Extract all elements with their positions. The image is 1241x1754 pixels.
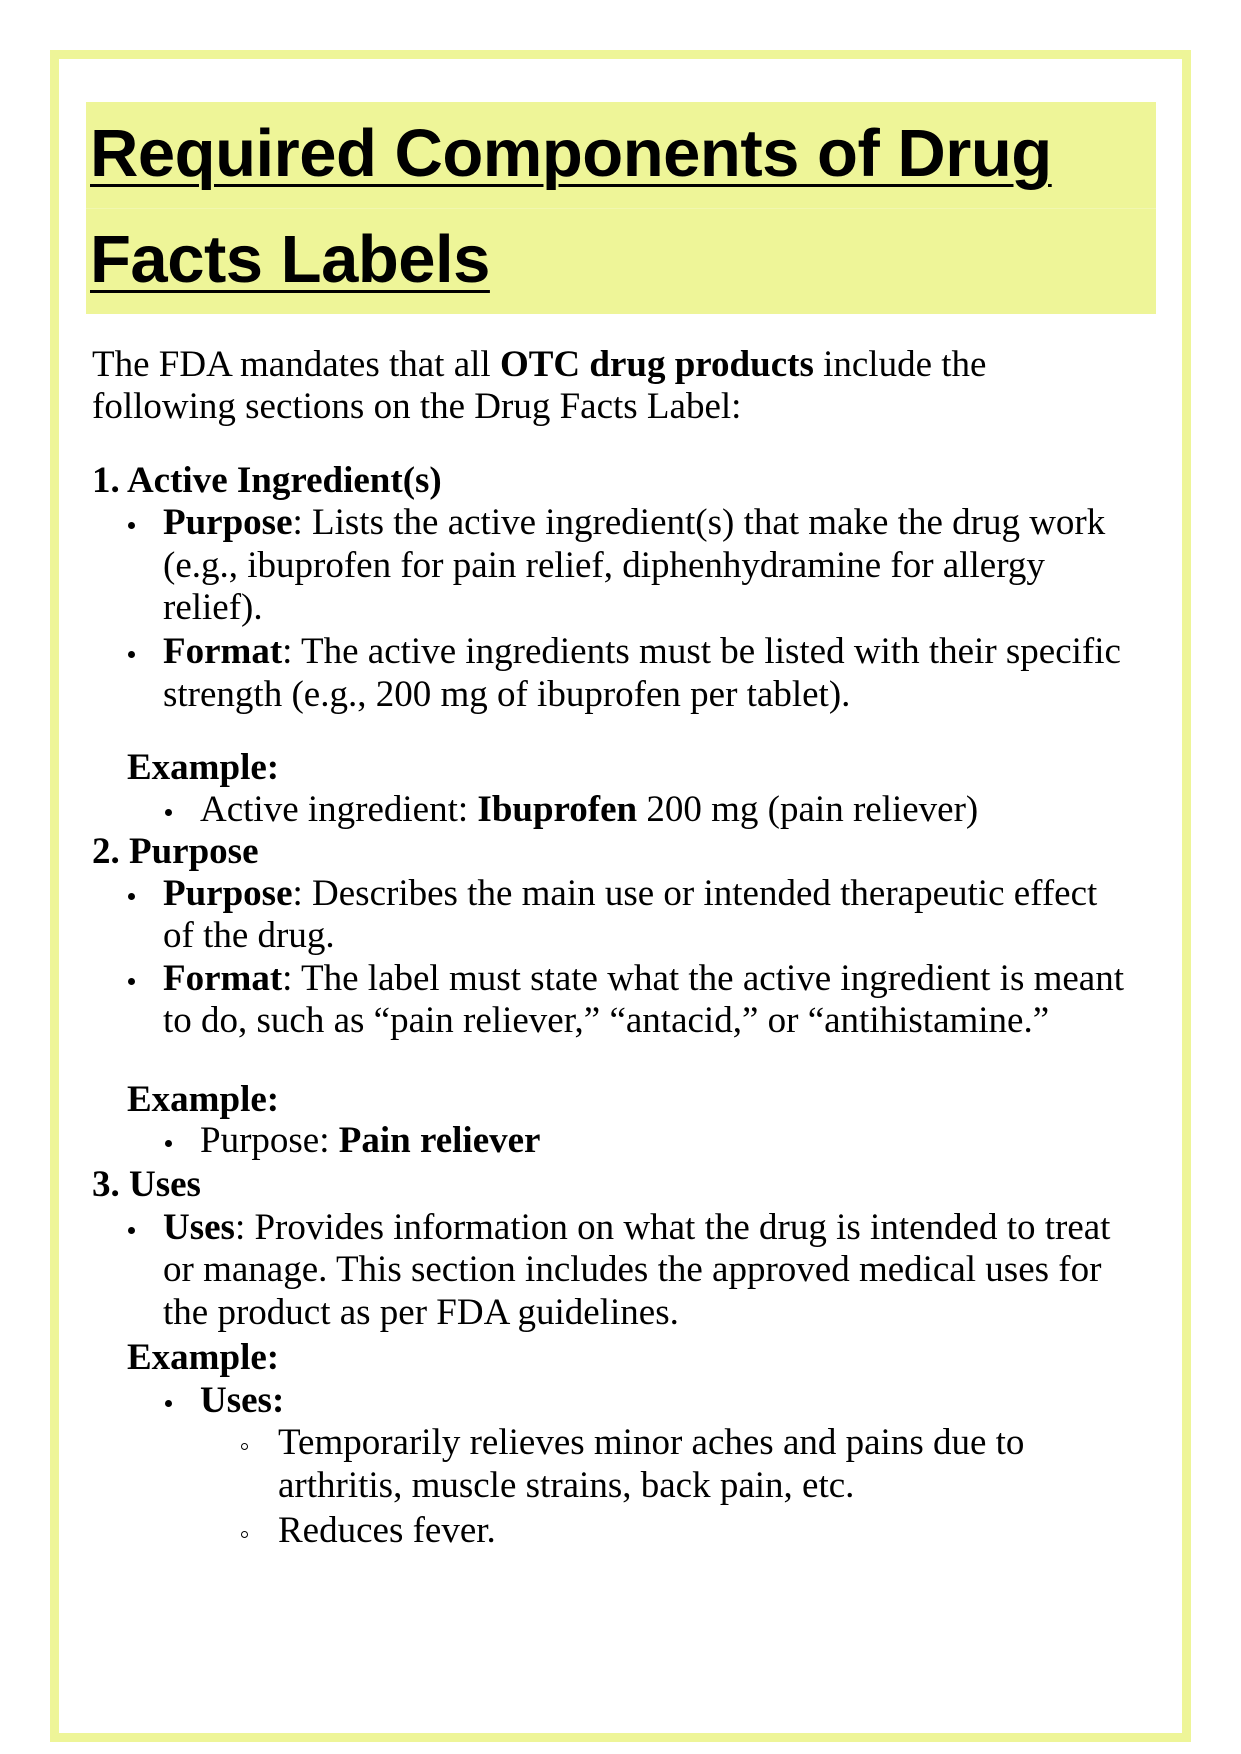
page-title-line-2: Facts Labels [90, 222, 490, 297]
section1-format-line-2: strength (e.g., 200 mg of ibuprofen per tablet). [163, 674, 851, 715]
bullet-text: : Provides information on what the drug is intended to treat [234, 1207, 1111, 1248]
example-text: 200 mg (pain reliever) [637, 789, 979, 830]
section1-example-label: Example: [127, 747, 280, 788]
intro-emphasis: OTC drug products [499, 344, 814, 385]
example-text: Active ingredient: [200, 789, 478, 830]
bullet-icon [165, 1140, 172, 1147]
section1-example-item [200, 789, 978, 831]
section2-purpose-line-2: of the drug. [163, 915, 335, 956]
bullet-label: Purpose [163, 502, 293, 543]
example-emphasis: Ibuprofen [477, 789, 638, 830]
bullet-icon [165, 809, 172, 816]
bullet-label: Format [163, 958, 283, 999]
section2-example-item [200, 1120, 540, 1162]
section2-format-line-2: to do, such as “pain reliever,” “antacid,” or “antihistamine.” [163, 1000, 1050, 1041]
uses-subitem-1-line-2: arthritis, muscle strains, back pain, etc. [278, 1465, 855, 1506]
bullet-icon [128, 978, 135, 985]
section3-uses-line-2: or manage. This section includes the approved medical uses for [163, 1249, 1102, 1290]
example-text: Purpose: [200, 1120, 339, 1161]
bullet-icon [128, 1227, 135, 1234]
intro-text: The FDA mandates that all [92, 344, 500, 385]
section1-purpose-line-2: (e.g., ibuprofen for pain relief, diphenhydramine for allergy [163, 545, 1045, 586]
section1-purpose-line-1 [163, 502, 1105, 544]
section2-example-label: Example: [127, 1079, 280, 1120]
intro-line-2: following sections on the Drug Facts Label: [92, 386, 742, 427]
bullet-icon [165, 1400, 172, 1407]
bullet-icon [128, 651, 135, 658]
section2-purpose-line-1 [163, 873, 1097, 915]
intro-line-1 [92, 344, 986, 386]
bullet-label: Format [163, 631, 283, 672]
bullet-icon [128, 893, 135, 900]
section-heading-uses: 3. Uses [92, 1164, 201, 1205]
circle-bullet-icon [241, 1531, 248, 1538]
bullet-text: : The active ingredients must be listed with their specific [282, 631, 1121, 672]
bullet-label: Uses [163, 1207, 235, 1248]
uses-subitem-2: Reduces fever. [278, 1510, 496, 1551]
section2-format-line-1 [163, 958, 1124, 1000]
section3-example-label: Example: [127, 1337, 280, 1378]
intro-text: include the [813, 344, 987, 385]
section3-uses-line-3: the product as per FDA guidelines. [163, 1292, 679, 1333]
bullet-text: : Describes the main use or intended therapeutic effect [292, 873, 1098, 914]
section3-example-uses-label: Uses: [200, 1380, 285, 1421]
bullet-label: Purpose [163, 873, 293, 914]
section3-uses-line-1 [163, 1207, 1110, 1249]
page-title-line-1: Required Components of Drug [90, 116, 1052, 191]
circle-bullet-icon [241, 1443, 248, 1450]
section1-purpose-line-3: relief). [163, 587, 263, 628]
bullet-icon [128, 522, 135, 529]
bullet-text: : Lists the active ingredient(s) that make the drug work [292, 502, 1106, 543]
uses-subitem-1-line-1: Temporarily relieves minor aches and pains due to [278, 1422, 1025, 1463]
example-emphasis: Pain reliever [338, 1120, 541, 1161]
section-heading-active-ingredients: 1. Active Ingredient(s) [92, 460, 442, 501]
section-heading-purpose: 2. Purpose [92, 831, 259, 872]
section1-format-line-1 [163, 631, 1121, 673]
bullet-text: : The label must state what the active ingredient is meant [282, 958, 1125, 999]
